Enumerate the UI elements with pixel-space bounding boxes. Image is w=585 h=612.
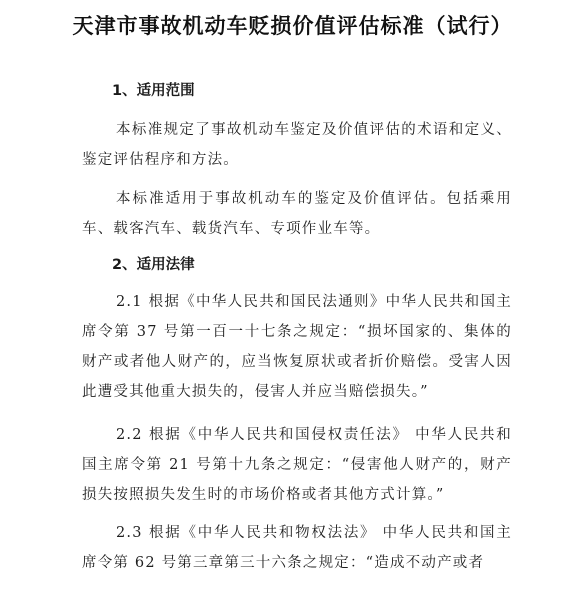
- paragraph-scope-applicability: 本标准适用于事故机动车的鉴定及价值评估。包括乘用车、载客汽车、载货汽车、专项作业车等。: [82, 191, 512, 237]
- document-title: 天津市事故机动车贬损价值评估标准（试行）: [72, 14, 513, 38]
- section-heading-law: 2、适用法律: [112, 257, 195, 273]
- paragraph-law-2-1: 2.1 根据《中华人民共和国民法通则》中华人民共和国主席令第 37 号第一百一十七条之规定：“损坏国家的、集体的财产或者他人财产的，应当恢复原状或者折价赔偿。受害人因此遭受其他重大损失的，侵害人并应当赔偿损失。”: [82, 294, 512, 400]
- section-heading-scope: 1、适用范围: [112, 83, 195, 99]
- paragraph-law-2-3: 2.3 根据《中华人民共和物权法法》 中华人民共和国主席令第 62 号第三章第三十六条之规定：“造成不动产或者: [82, 525, 512, 571]
- paragraph-scope-definition: 本标准规定了事故机动车鉴定及价值评估的术语和定义、鉴定评估程序和方法。: [82, 122, 512, 168]
- paragraph-law-2-2: 2.2 根据《中华人民共和国侵权责任法》 中华人民共和国主席令第 21 号第十九条之规定：“侵害他人财产的，财产损失按照损失发生时的市场价格或者其他方式计算。”: [82, 427, 512, 503]
